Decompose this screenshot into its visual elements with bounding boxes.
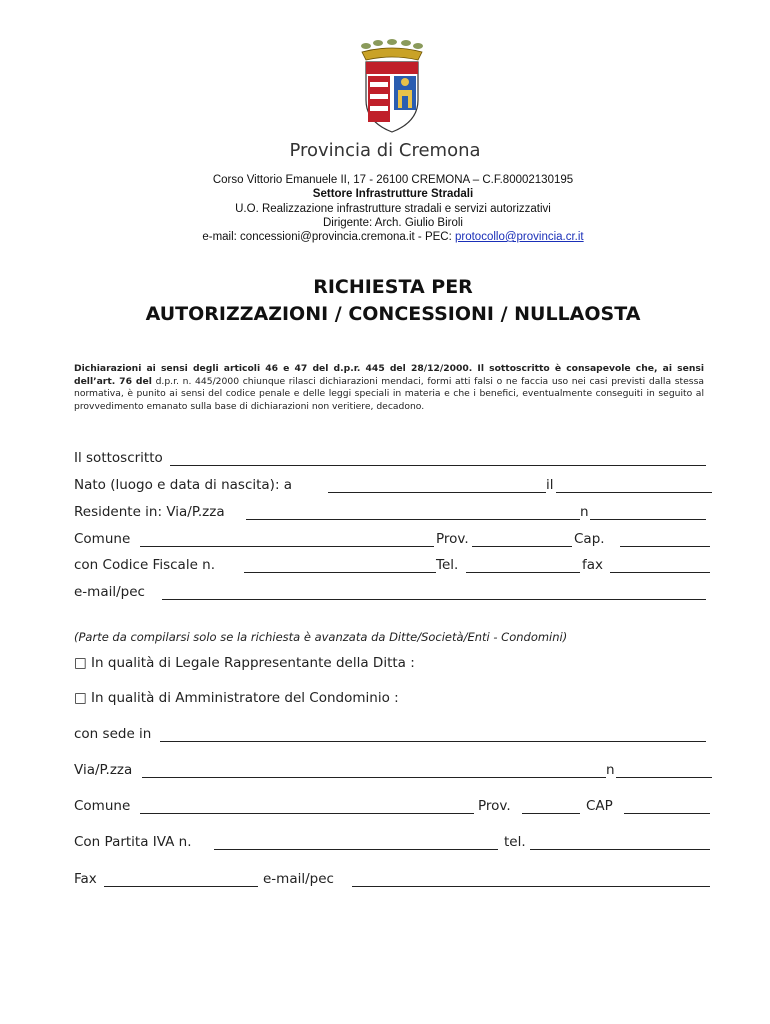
label-company-fax: Fax [74,871,97,887]
label-email: e-mail/pec [74,584,145,600]
pec-link[interactable]: protocollo@provincia.cr.it [454,231,584,243]
field-sede [74,726,710,746]
label-n: n [580,504,589,520]
label-company-tel: tel. [504,834,526,850]
label-company-via: Via/P.zza [74,762,133,778]
declaration-paragraph [74,363,704,413]
input-line-partita-iva[interactable] [214,849,498,850]
label-prov: Prov. [436,531,469,547]
label-cap: Cap. [574,531,605,547]
label-codice-fiscale: con Codice Fiscale n. [74,557,216,573]
field-codice-fiscale [74,557,714,577]
input-line-via[interactable] [246,519,580,520]
input-line-prov[interactable] [472,546,572,547]
field-comune [74,531,714,551]
input-line-company-email[interactable] [352,886,710,887]
field-company-fax-email [74,871,714,891]
label-company-cap: CAP [586,798,613,814]
sector-line: Settore Infrastrutture Stradali [312,188,474,200]
declaration-bold: Dichiarazioni ai sensi degli articoli 46 e 47 del d.p.r. 445 del 28/12/2000. Il sottoscritto è consapevole che, ai sensi dell’art. 76 del [74,363,704,387]
field-partita-iva [74,834,714,854]
org-name: Provincia di Cremona [289,140,481,161]
label-sede: con sede in [74,726,152,742]
label-company-comune: Comune [74,798,131,814]
input-line-sottoscritto[interactable] [170,465,706,466]
address-line: Corso Vittorio Emanuele II, 17 - 26100 CREMONA – C.F.80002130195 [212,174,574,186]
label-company-email: e-mail/pec [263,871,334,887]
input-line-company-prov[interactable] [522,813,580,814]
contact-line [0,230,770,245]
field-nato [74,477,714,497]
unit-line: U.O. Realizzazione infrastrutture stradali e servizi autorizzativi [235,203,551,215]
input-line-data[interactable] [556,492,712,493]
input-line-fax[interactable] [610,572,710,573]
input-line-comune[interactable] [140,546,434,547]
field-email [74,584,710,604]
label-residente: Residente in: Via/P.zza [74,504,225,520]
option-amministratore[interactable] [74,690,474,710]
label-comune: Comune [74,531,131,547]
label-company-n: n [606,762,615,778]
field-sottoscritto [74,450,710,470]
title-line-1: RICHIESTA PER [313,276,473,298]
input-line-company-cap[interactable] [624,813,710,814]
input-line-company-comune[interactable] [140,813,474,814]
input-line-company-tel[interactable] [530,849,710,850]
field-company-comune [74,798,714,818]
input-line-numero[interactable] [590,519,706,520]
label-nato: Nato (luogo e data di nascita): a [74,477,293,493]
input-line-tel[interactable] [466,572,580,573]
input-line-sede[interactable] [160,741,706,742]
input-line-company-n[interactable] [616,777,712,778]
label-il: il [546,477,554,493]
label-tel: Tel. [436,557,459,573]
input-line-email[interactable] [162,599,706,600]
label-amministratore: □ In qualità di Amministratore del Condominio : [74,690,399,706]
manager-line: Dirigente: Arch. Giulio Biroli [323,217,463,229]
label-partita-iva: Con Partita IVA n. [74,834,192,850]
option-legale-rappresentante[interactable] [74,655,474,675]
label-legale: □ In qualità di Legale Rappresentante della Ditta : [74,655,415,671]
field-residente [74,504,710,524]
title-line-2: AUTORIZZAZIONI / CONCESSIONI / NULLAOSTA [145,303,641,325]
input-line-company-via[interactable] [142,777,606,778]
label-fax: fax [582,557,604,573]
company-section-note: (Parte da compilarsi solo se la richiesta è avanzata da Ditte/Società/Enti - Condomini) [74,630,568,644]
label-company-prov: Prov. [478,798,511,814]
email-text: e-mail: concessioni@provincia.cremona.it - PEC: [202,231,455,243]
input-line-luogo[interactable] [328,492,546,493]
field-company-via [74,762,714,782]
input-line-company-fax[interactable] [104,886,258,887]
province-crest-logo [352,38,432,138]
input-line-codice-fiscale[interactable] [244,572,436,573]
page-title [0,274,770,328]
input-line-cap[interactable] [620,546,710,547]
declaration-text: d.p.r. n. 445/2000 chiunque rilasci dichiarazioni mendaci, formi atti falsi o ne faccia uso nei casi previsti dalla stessa normativa, è punito ai sensi del codice penale e delle leggi speciali in materia e che i benefici, eventualmente conseguiti in seguito al provvedimento emanato sulla base di dichiarazioni non veritiere, decadono. [74,375,705,412]
label-sottoscritto: Il sottoscritto [74,450,163,466]
